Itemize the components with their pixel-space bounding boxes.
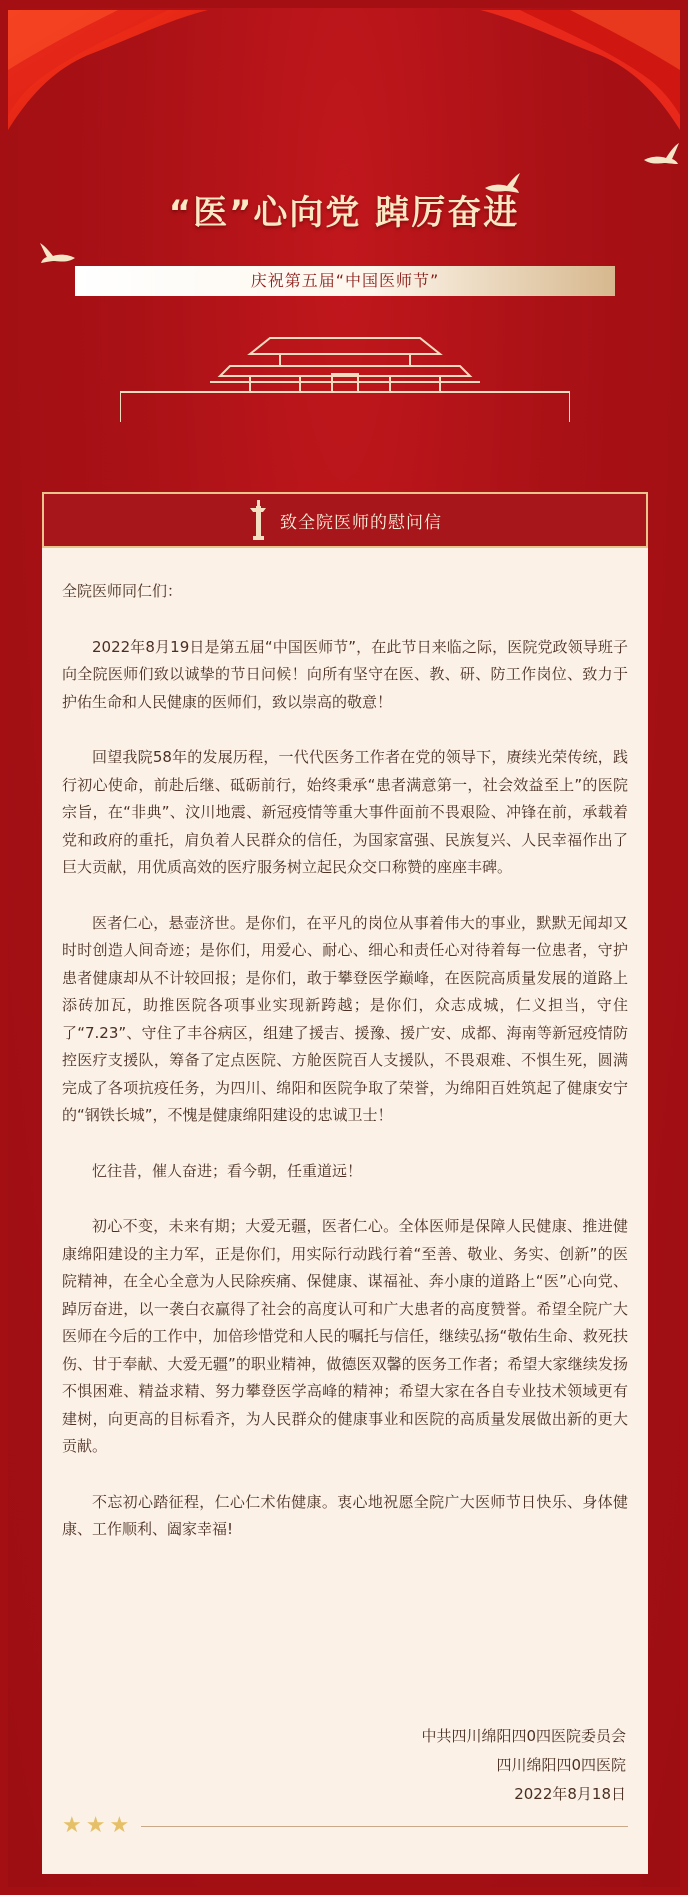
huabiao-pillar-icon (248, 500, 268, 540)
letter-paragraph: 回望我院58年的发展历程，一代代医务工作者在党的领导下，赓续光荣传统，践行初心使命，前赴后继、砥砺前行，始终秉承“患者满意第一，社会效益至上”的医院宗旨，在“非典”、汶川地震、新冠疫情等重大事件面前不畏艰险、冲锋在前，承载着党和政府的重托，肩负着人民群众的信任，为国家富强、民族复兴、人民幸福作出了巨大贡献，用优质高效的医疗服务树立起民众交口称赞的座座丰碑。 (62, 748, 628, 876)
letter-card (42, 492, 648, 1874)
curtain-right-decoration (470, 10, 680, 130)
star-icon: ★ (62, 1813, 82, 1838)
stars-divider (62, 1814, 628, 1838)
star-icon: ★ (85, 1813, 106, 1838)
page-title: “医”心向党 踔厉奋进 (168, 193, 520, 233)
letter-body (62, 578, 628, 1572)
letter-paragraph: 忆往昔，催人奋进；看今朝，任重道远！ (92, 1161, 363, 1180)
dove-icon (642, 142, 680, 168)
letter-paragraph: 2022年8月19日是第五届“中国医师节”，在此节日来临之际，医院党政领导班子向全院医师们致以诚挚的节日问候！向所有坚守在医、教、研、防工作岗位、致力于护佑生命和人民健康的医师们，致以崇高的敬意！ (62, 637, 628, 711)
star-icon: ★ (109, 1813, 130, 1838)
subtitle-banner: 庆祝第五届“中国医师节” (75, 266, 615, 296)
letter-paragraph: 初心不变，未来有期；大爱无疆，医者仁心。全体医师是保障人民健康、推进健康绵阳建设的主力军，正是你们，用实际行动践行着“至善、敬业、务实、创新”的医院精神，在全心全意为人民除疾痛、保健康、谋福祉、奔小康的道路上“医”心向党、踔厉奋进，以一袭白衣赢得了社会的高度认可和广大患者的高度赞誉。希望全院广大医师在今后的工作中，加倍珍惜党和人民的嘱托与信任，继续弘扬“敬佑生命、救死扶伤、甘于奉献、大爱无疆”的职业精神，做德医双馨的医务工作者；希望大家继续发扬不惧困难、精益求精、努力攀登医学高峰的精神；希望大家在各自专业技术领域更有建树，向更高的目标看齐，为人民群众的健康事业和医院的高质量发展做出新的更大贡献。 (62, 1217, 628, 1455)
signature-org-party-committee: 中共四川绵阳四0四医院委员会 (421, 1727, 626, 1745)
curtain-left-decoration (8, 10, 218, 130)
letter-paragraph: 医者仁心，悬壶济世。是你们，在平凡的岗位从事着伟大的事业，默默无闻却又时时创造人间奇迹；是你们，用爱心、耐心、细心和责任心对待着每一位患者，守护患者健康却从不计较回报；是你们，敢于攀登医学巅峰，在医院高质量发展的道路上添砖加瓦，助推医院各项事业实现新跨越；是你们，众志成城，仁义担当，守住了“7.23”、守住了丰谷病区，组建了援吉、援豫、援广安、成都、海南等新冠疫情防控医疗支援队，筹备了定点医院、方舱医院百人支援队，不畏艰难、不惧生死，圆满完成了各项抗疫任务，为四川、绵阳和医院争取了荣誉，为绵阳百姓筑起了健康安宁的“钢铁长城”，不愧是健康绵阳建设的忠诚卫士！ (62, 913, 628, 1124)
signature-org-hospital: 四川绵阳四0四医院 (496, 1756, 626, 1774)
signature-date: 2022年8月18日 (514, 1785, 626, 1803)
signature-block (421, 1722, 626, 1809)
dove-icon (38, 242, 78, 266)
letter-greeting: 全院医师同仁们： (62, 582, 183, 600)
tiananmen-line-icon (120, 330, 570, 430)
letter-card-header (42, 492, 648, 548)
letter-paragraph: 不忘初心踏征程，仁心仁术佑健康。衷心地祝愿全院广大医师节日快乐、身体健康、工作顺利、阖家幸福! (62, 1492, 628, 1538)
letter-heading: 致全院医师的慰问信 (280, 512, 442, 533)
divider-line (141, 1826, 628, 1827)
